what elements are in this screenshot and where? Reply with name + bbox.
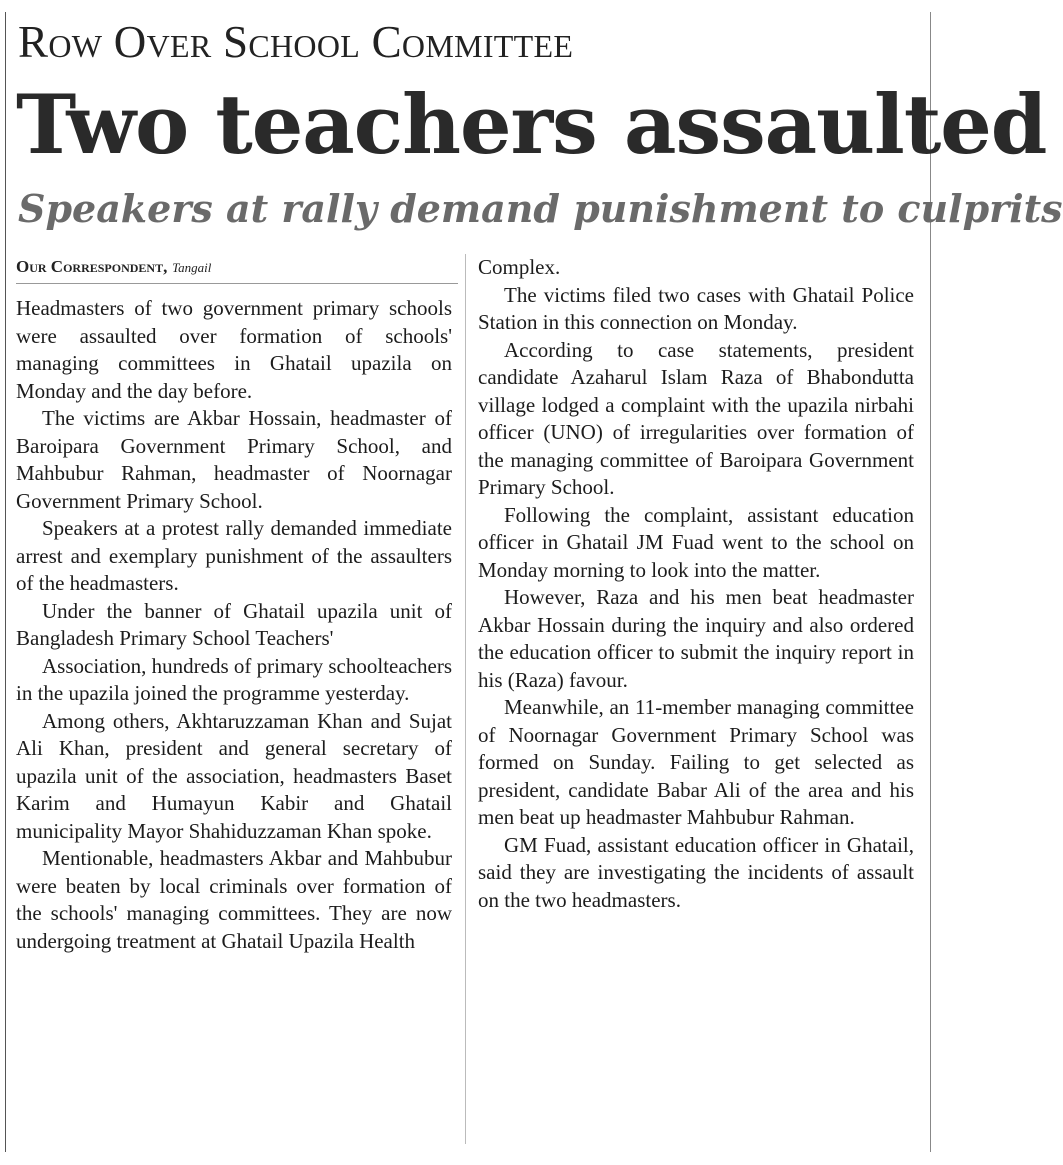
byline-divider: [16, 283, 458, 284]
paragraph: Association, hundreds of primary schoolteachers in the upazila joined the programme yesterday.: [16, 653, 452, 705]
paragraph: Speakers at a protest rally demanded immediate arrest and exemplary punishment of the assaulters of the headmasters.: [16, 516, 452, 595]
paragraph: Under the banner of Ghatail upazila unit of Bangladesh Primary School Teachers': [16, 598, 452, 650]
column-divider: [465, 254, 466, 1144]
subheadline: Speakers at rally demand punishment to culprits: [18, 186, 1063, 231]
right-border-rule: [930, 12, 931, 1152]
headline: Two teachers assaulted: [16, 78, 1047, 173]
paragraph: According to case statements, president candidate Azaharul Islam Raza of Bhabondutta village lodged a complaint with the upazila nirbahi officer (UNO) of irregularities over formation of the managing committee of Baroipara Government Primary School.: [478, 337, 914, 499]
paragraph: The victims filed two cases with Ghatail Police Station in this connection on Monday.: [478, 282, 914, 334]
paragraph: Among others, Akhtaruzzaman Khan and Sujat Ali Khan, president and general secretary of upazila unit of the association, headmasters Baset Karim and Humayun Kabir and Ghatail municipality Mayor Shahiduzzaman Khan spoke.: [16, 708, 452, 843]
left-border-rule: [5, 12, 6, 1152]
paragraph: Complex.: [478, 255, 561, 279]
article-column-1: [16, 295, 452, 955]
byline-author: Our Correspondent,: [16, 257, 168, 276]
paragraph: Meanwhile, an 11-member managing committee of Noornagar Government Primary School was formed on Sunday. Failing to get selected as president, candidate Babar Ali of the area and his men beat up headmaster Mahbubur Rahman.: [478, 695, 914, 829]
paragraph: The victims are Akbar Hossain, headmaster of Baroipara Government Primary School, and Mahbubur Rahman, headmaster of Noornagar Government Primary School.: [16, 406, 452, 513]
paragraph: Headmasters of two government primary schools were assaulted over formation of schools' managing committees in Ghatail upazila on Monday and the day before.: [16, 296, 452, 403]
paragraph: Mentionable, headmasters Akbar and Mahbubur were beaten by local criminals over formation of the schools' managing committees. They are now undergoing treatment at Ghatail Upazila Health: [16, 846, 452, 953]
paragraph: GM Fuad, assistant education officer in Ghatail, said they are investigating the incidents of assault on the two headmasters.: [478, 832, 914, 912]
article-column-2: [478, 254, 914, 914]
byline: [16, 256, 456, 279]
kicker-title: Row Over School Committee: [18, 17, 574, 67]
paragraph: However, Raza and his men beat headmaster Akbar Hossain during the inquiry and also ordered the education officer to submit the inquiry report in his (Raza) favour.: [478, 585, 914, 692]
byline-place: Tangail: [172, 260, 212, 275]
paragraph: Following the complaint, assistant education officer in Ghatail JM Fuad went to the school on Monday morning to look into the matter.: [478, 502, 914, 582]
